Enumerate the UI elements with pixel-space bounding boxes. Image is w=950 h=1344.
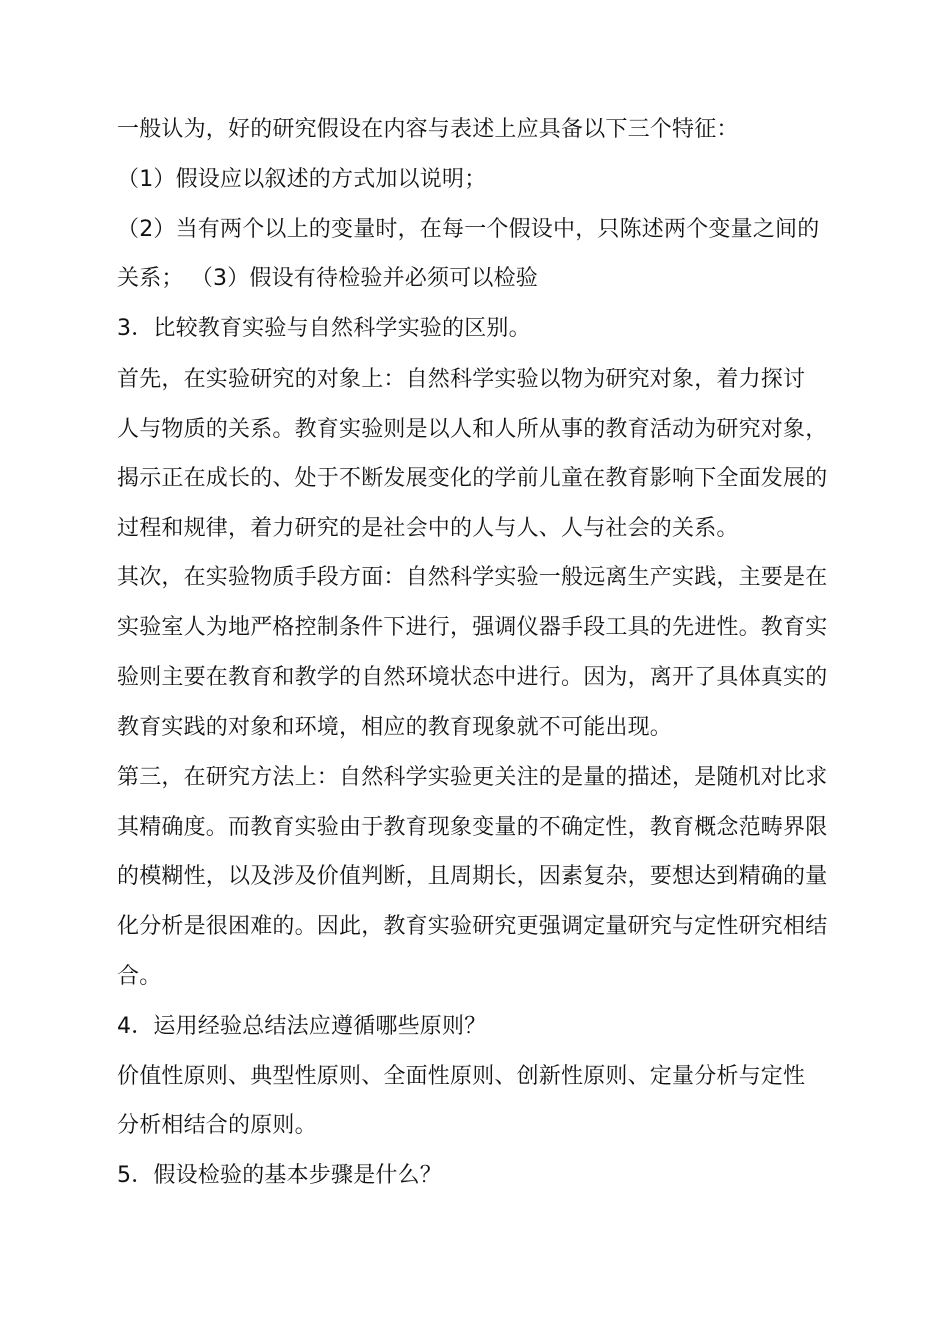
text-line: 3．比较教育实验与自然科学实验的区别。 (117, 316, 531, 341)
text-line: 实验室人为地严格控制条件下进行，强调仪器手段工具的先进性。教育实 (117, 615, 828, 640)
text-line: 分析相结合的原则。 (117, 1113, 317, 1138)
text-line: 首先，在实验研究的对象上：自然科学实验以物为研究对象，着力探讨 (117, 367, 806, 392)
text-line: 第三，在研究方法上：自然科学实验更关注的是量的描述，是随机对比求 (117, 765, 828, 790)
text-line: 的模糊性，以及涉及价值判断，且周期长，因素复杂，要想达到精确的量 (117, 864, 828, 889)
text-line: 教育实践的对象和环境，相应的教育现象就不可能出现。 (117, 715, 673, 740)
question-heading: 4．运用经验总结法应遵循哪些原则？ (117, 1014, 487, 1039)
text-line: 人与物质的关系。教育实验则是以人和人所从事的教育活动为研究对象， (117, 417, 828, 442)
text-line: 过程和规律，着力研究的是社会中的人与人、人与社会的关系。 (117, 516, 739, 541)
text-line: 化分析是很困难的。因此，教育实验研究更强调定量研究与定性研究相结 (117, 914, 828, 939)
text-line: 验则主要在教育和教学的自然环境状态中进行。因为，离开了具体真实的 (117, 665, 828, 690)
text-line: 其精确度。而教育实验由于教育现象变量的不确定性，教育概念范畴界限 (117, 815, 828, 840)
question-heading: 5．假设检验的基本步骤是什么？ (117, 1163, 442, 1188)
text-line: 其次，在实验物质手段方面：自然科学实验一般远离生产实践，主要是在 (117, 565, 828, 590)
text-line: （2）当有两个以上的变量时，在每一个假设中，只陈述两个变量之间的 (117, 217, 820, 242)
text-line: 一般认为，好的研究假设在内容与表述上应具备以下三个特征： (117, 117, 739, 142)
text-line: 价值性原则、典型性原则、全面性原则、创新性原则、定量分析与定性 (117, 1064, 806, 1089)
text-line: 关系； （3）假设有待检验并必须可以检验 (117, 266, 538, 291)
text-line: 揭示正在成长的、处于不断发展变化的学前儿童在教育影响下全面发展的 (117, 466, 828, 491)
text-line: 合。 (117, 964, 162, 989)
text-line: （1）假设应以叙述的方式加以说明； (117, 167, 487, 192)
